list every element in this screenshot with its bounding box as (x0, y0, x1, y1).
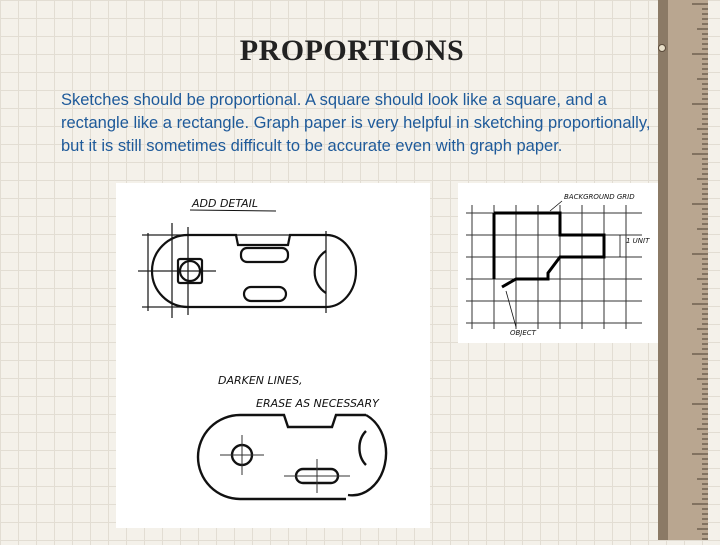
ruler-screw-icon (659, 45, 666, 52)
erase-label: ERASE AS NECESSARY (256, 397, 379, 410)
background-grid-label: BACKGROUND GRID (564, 193, 635, 201)
unit-label: 1 UNIT (626, 237, 650, 245)
object-leader-line (506, 291, 516, 327)
sketch-final-object (198, 415, 386, 499)
body-paragraph: Sketches should be proportional. A square should look like a square, and a rectangle like a rectangle. Graph paper is very helpful in sketching proportionally, but it is still sometimes difficult to be accurate even with graph paper. (61, 91, 651, 155)
ruler-decoration (652, 0, 708, 540)
sketch-panel (116, 183, 430, 528)
slide-title: PROPORTIONS (239, 34, 465, 67)
grid-object-outline (494, 213, 604, 287)
ruler-graphic (652, 0, 708, 540)
object-label: OBJECT (510, 329, 536, 337)
sketch-drawings (116, 183, 430, 528)
grid-drawing (458, 183, 676, 343)
add-detail-underline (190, 210, 276, 211)
sketch-construction-lines (138, 223, 331, 318)
darken-lines-label: DARKEN LINES, (218, 374, 303, 387)
grid-panel (458, 183, 676, 343)
add-detail-label: ADD DETAIL (192, 197, 258, 210)
ruler-shadow-strip (658, 0, 668, 540)
